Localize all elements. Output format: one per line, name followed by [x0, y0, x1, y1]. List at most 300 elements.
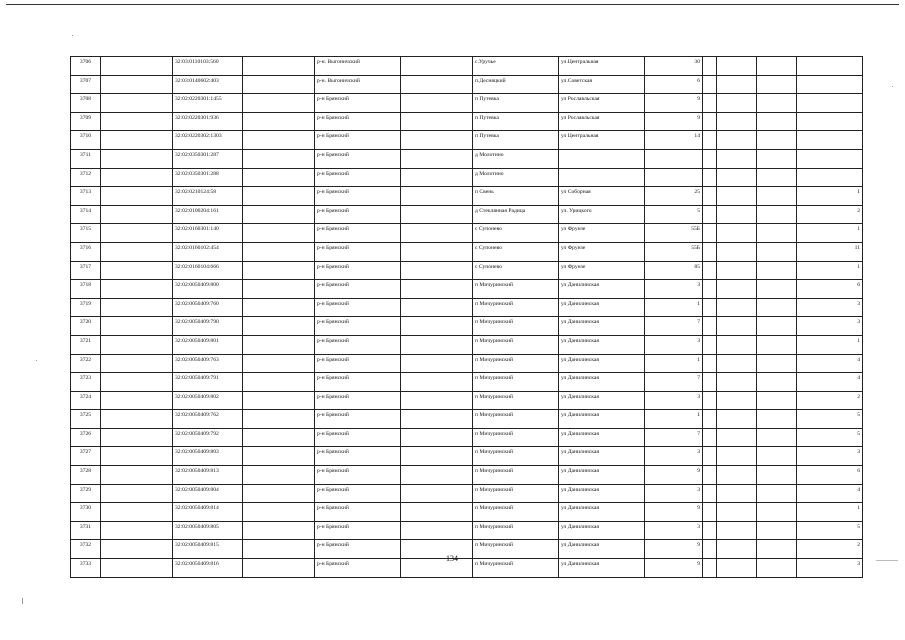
- empty-cell: [401, 75, 473, 94]
- street-cell: ул Данилинская: [559, 373, 645, 392]
- house-number-cell: 3: [645, 521, 703, 540]
- flat-number-cell: 2: [797, 205, 863, 224]
- district-cell: р-н Брянский: [315, 540, 401, 559]
- empty-cell: [717, 503, 757, 522]
- cadastral-number-cell: 32:02:0220302:1303: [173, 131, 243, 150]
- empty-cell: [101, 521, 173, 540]
- scan-speck: [22, 598, 23, 604]
- empty-cell: [101, 466, 173, 485]
- row-number-cell: 3729: [71, 484, 101, 503]
- empty-cell: [757, 447, 797, 466]
- empty-cell: [717, 131, 757, 150]
- house-number-cell: 85: [645, 261, 703, 280]
- locality-cell: п Мичуринский: [473, 280, 559, 299]
- street-cell: ул Данилинская: [559, 447, 645, 466]
- cadastral-number-cell: 32:02:0220301:936: [173, 112, 243, 131]
- cadastral-number-cell: 32:02:0050409:816: [173, 559, 243, 578]
- table-row: [71, 503, 863, 522]
- empty-cell: [101, 94, 173, 113]
- house-number-cell: 1: [645, 354, 703, 373]
- district-cell: р-н Брянский: [315, 149, 401, 168]
- empty-cell: [757, 410, 797, 429]
- row-number-cell: 3718: [71, 280, 101, 299]
- scan-speck: [876, 560, 898, 561]
- empty-cell: [401, 187, 473, 206]
- empty-cell: [401, 447, 473, 466]
- empty-cell: [703, 94, 717, 113]
- locality-cell: п Мичуринский: [473, 354, 559, 373]
- empty-cell: [717, 94, 757, 113]
- empty-cell: [757, 317, 797, 336]
- cadastral-number-cell: 32:02:0050409:803: [173, 447, 243, 466]
- empty-cell: [717, 280, 757, 299]
- cadastral-number-cell: 32:02:0160301:140: [173, 224, 243, 243]
- empty-cell: [703, 484, 717, 503]
- empty-cell: [101, 298, 173, 317]
- house-number-cell: 1: [645, 410, 703, 429]
- empty-cell: [703, 410, 717, 429]
- locality-cell: п Путевка: [473, 94, 559, 113]
- empty-cell: [757, 57, 797, 76]
- empty-cell: [101, 187, 173, 206]
- flat-number-cell: [797, 94, 863, 113]
- empty-cell: [243, 57, 315, 76]
- empty-cell: [101, 373, 173, 392]
- flat-number-cell: 1: [797, 224, 863, 243]
- empty-cell: [401, 168, 473, 187]
- empty-cell: [717, 410, 757, 429]
- row-number-cell: 3724: [71, 391, 101, 410]
- flat-number-cell: 4: [797, 484, 863, 503]
- locality-cell: п Мичуринский: [473, 521, 559, 540]
- locality-cell: п Мичуринский: [473, 391, 559, 410]
- street-cell: ул Рославльская: [559, 94, 645, 113]
- house-number-cell: 3: [645, 280, 703, 299]
- empty-cell: [243, 298, 315, 317]
- house-number-cell: 7: [645, 317, 703, 336]
- district-cell: р-н Брянский: [315, 261, 401, 280]
- empty-cell: [101, 484, 173, 503]
- empty-cell: [401, 521, 473, 540]
- row-number-cell: 3727: [71, 447, 101, 466]
- district-cell: р-н Брянский: [315, 391, 401, 410]
- empty-cell: [757, 261, 797, 280]
- empty-cell: [703, 187, 717, 206]
- empty-cell: [717, 521, 757, 540]
- flat-number-cell: 6: [797, 280, 863, 299]
- empty-cell: [243, 428, 315, 447]
- locality-cell: с Супонево: [473, 242, 559, 261]
- empty-cell: [717, 75, 757, 94]
- empty-cell: [101, 131, 173, 150]
- row-number-cell: 3709: [71, 112, 101, 131]
- table-row: [71, 317, 863, 336]
- locality-cell: п Мичуринский: [473, 317, 559, 336]
- street-cell: ул Данилинская: [559, 410, 645, 429]
- street-cell: ул Данилинская: [559, 354, 645, 373]
- empty-cell: [757, 149, 797, 168]
- district-cell: р-н Брянский: [315, 317, 401, 336]
- empty-cell: [243, 484, 315, 503]
- cadastral-number-cell: 32:02:0100204:161: [173, 205, 243, 224]
- row-number-cell: 3715: [71, 224, 101, 243]
- empty-cell: [703, 521, 717, 540]
- empty-cell: [101, 540, 173, 559]
- street-cell: ул Данилинская: [559, 280, 645, 299]
- street-cell: ул Данилинская: [559, 540, 645, 559]
- table-row: [71, 298, 863, 317]
- district-cell: р-н Брянский: [315, 298, 401, 317]
- empty-cell: [243, 559, 315, 578]
- flat-number-cell: 1: [797, 187, 863, 206]
- cadastral-number-cell: 32:03:0110103:560: [173, 57, 243, 76]
- empty-cell: [757, 75, 797, 94]
- flat-number-cell: 3: [797, 298, 863, 317]
- empty-cell: [101, 503, 173, 522]
- cadastral-number-cell: 32:02:0050409:802: [173, 391, 243, 410]
- cadastral-number-cell: 32:02:0350301:287: [173, 149, 243, 168]
- district-cell: р-н Брянский: [315, 205, 401, 224]
- empty-cell: [757, 540, 797, 559]
- table-row: [71, 521, 863, 540]
- street-cell: [559, 149, 645, 168]
- empty-cell: [703, 224, 717, 243]
- cadastral-number-cell: 32:02:0050409:762: [173, 410, 243, 429]
- empty-cell: [401, 466, 473, 485]
- street-cell: ул Фрунзе: [559, 261, 645, 280]
- cadastral-number-cell: 32:02:0050409:792: [173, 428, 243, 447]
- cadastral-number-cell: 32:02:0160102:454: [173, 242, 243, 261]
- street-cell: ул Данилинская: [559, 335, 645, 354]
- empty-cell: [243, 466, 315, 485]
- empty-cell: [243, 410, 315, 429]
- row-number-cell: 3730: [71, 503, 101, 522]
- scan-speck: [892, 86, 893, 87]
- house-number-cell: 3: [645, 335, 703, 354]
- house-number-cell: 6: [645, 75, 703, 94]
- table-row: [71, 187, 863, 206]
- table-row: [71, 261, 863, 280]
- row-number-cell: 3720: [71, 317, 101, 336]
- cadastral-number-cell: 32:02:0220301:1455: [173, 94, 243, 113]
- cadastral-number-cell: 32:02:0050409:791: [173, 373, 243, 392]
- empty-cell: [757, 112, 797, 131]
- empty-cell: [101, 149, 173, 168]
- empty-cell: [101, 559, 173, 578]
- locality-cell: п Мичуринский: [473, 466, 559, 485]
- district-cell: р-н Брянский: [315, 428, 401, 447]
- empty-cell: [717, 391, 757, 410]
- empty-cell: [757, 298, 797, 317]
- table-row: [71, 112, 863, 131]
- empty-cell: [401, 354, 473, 373]
- empty-cell: [717, 373, 757, 392]
- locality-cell: п Мичуринский: [473, 335, 559, 354]
- empty-cell: [717, 540, 757, 559]
- page-number: 134: [446, 554, 458, 563]
- district-cell: р-н Брянский: [315, 354, 401, 373]
- street-cell: ул Данилинская: [559, 484, 645, 503]
- district-cell: р-н Брянский: [315, 335, 401, 354]
- empty-cell: [757, 168, 797, 187]
- house-number-cell: 9: [645, 466, 703, 485]
- locality-cell: с.Уручье: [473, 57, 559, 76]
- table-row: [71, 94, 863, 113]
- empty-cell: [401, 503, 473, 522]
- empty-cell: [401, 205, 473, 224]
- empty-cell: [243, 94, 315, 113]
- street-cell: ул Рославльская: [559, 112, 645, 131]
- top-border-line: [6, 4, 899, 5]
- district-cell: р-н Брянский: [315, 94, 401, 113]
- row-number-cell: 3711: [71, 149, 101, 168]
- street-cell: ул Фрунзе: [559, 224, 645, 243]
- empty-cell: [757, 521, 797, 540]
- district-cell: р-н Брянский: [315, 187, 401, 206]
- table-row: [71, 57, 863, 76]
- empty-cell: [717, 149, 757, 168]
- house-number-cell: 55Б: [645, 224, 703, 243]
- house-number-cell: 9: [645, 559, 703, 578]
- row-number-cell: 3708: [71, 94, 101, 113]
- street-cell: ул Данилинская: [559, 521, 645, 540]
- empty-cell: [401, 428, 473, 447]
- empty-cell: [717, 298, 757, 317]
- empty-cell: [717, 187, 757, 206]
- flat-number-cell: [797, 131, 863, 150]
- flat-number-cell: [797, 168, 863, 187]
- empty-cell: [703, 335, 717, 354]
- locality-cell: п Свень: [473, 187, 559, 206]
- locality-cell: с Супонево: [473, 261, 559, 280]
- empty-cell: [757, 391, 797, 410]
- empty-cell: [243, 261, 315, 280]
- empty-cell: [243, 131, 315, 150]
- house-number-cell: 7: [645, 428, 703, 447]
- flat-number-cell: 3: [797, 559, 863, 578]
- empty-cell: [401, 540, 473, 559]
- row-number-cell: 3707: [71, 75, 101, 94]
- table-row: [71, 540, 863, 559]
- empty-cell: [757, 94, 797, 113]
- empty-cell: [401, 94, 473, 113]
- empty-cell: [717, 261, 757, 280]
- street-cell: [559, 168, 645, 187]
- empty-cell: [243, 187, 315, 206]
- property-registry-table: [70, 56, 863, 578]
- street-cell: ул Данилинская: [559, 428, 645, 447]
- table-row: [71, 354, 863, 373]
- empty-cell: [757, 559, 797, 578]
- flat-number-cell: 6: [797, 466, 863, 485]
- street-cell: ул Данилинская: [559, 298, 645, 317]
- empty-cell: [401, 410, 473, 429]
- empty-cell: [401, 112, 473, 131]
- flat-number-cell: 5: [797, 410, 863, 429]
- table-row: [71, 205, 863, 224]
- empty-cell: [717, 559, 757, 578]
- empty-cell: [243, 447, 315, 466]
- house-number-cell: [645, 149, 703, 168]
- house-number-cell: 1: [645, 298, 703, 317]
- empty-cell: [243, 280, 315, 299]
- empty-cell: [703, 75, 717, 94]
- empty-cell: [757, 280, 797, 299]
- row-number-cell: 3717: [71, 261, 101, 280]
- cadastral-number-cell: 32:02:0050409:805: [173, 521, 243, 540]
- empty-cell: [703, 503, 717, 522]
- flat-number-cell: 3: [797, 317, 863, 336]
- district-cell: р-н. Выгоничский: [315, 75, 401, 94]
- flat-number-cell: [797, 112, 863, 131]
- empty-cell: [243, 391, 315, 410]
- house-number-cell: 5: [645, 205, 703, 224]
- empty-cell: [703, 149, 717, 168]
- empty-cell: [101, 112, 173, 131]
- empty-cell: [703, 559, 717, 578]
- district-cell: р-н Брянский: [315, 168, 401, 187]
- cadastral-number-cell: 32:02:0160104:666: [173, 261, 243, 280]
- row-number-cell: 3731: [71, 521, 101, 540]
- row-number-cell: 3706: [71, 57, 101, 76]
- empty-cell: [101, 410, 173, 429]
- empty-cell: [703, 466, 717, 485]
- cadastral-number-cell: 32:02:0050409:800: [173, 280, 243, 299]
- street-cell: ул Данилинская: [559, 503, 645, 522]
- locality-cell: п Мичуринский: [473, 298, 559, 317]
- table-row: [71, 428, 863, 447]
- table-row: [71, 373, 863, 392]
- street-cell: ул Фрунзе: [559, 242, 645, 261]
- house-number-cell: 9: [645, 503, 703, 522]
- district-cell: р-н Брянский: [315, 447, 401, 466]
- house-number-cell: 55Б: [645, 242, 703, 261]
- empty-cell: [757, 131, 797, 150]
- district-cell: р-н Брянский: [315, 410, 401, 429]
- locality-cell: п Мичуринский: [473, 559, 559, 578]
- row-number-cell: 3726: [71, 428, 101, 447]
- empty-cell: [703, 540, 717, 559]
- locality-cell: п.Десняцкий: [473, 75, 559, 94]
- locality-cell: п Мичуринский: [473, 428, 559, 447]
- flat-number-cell: 3: [797, 447, 863, 466]
- row-number-cell: 3712: [71, 168, 101, 187]
- flat-number-cell: 5: [797, 521, 863, 540]
- empty-cell: [757, 242, 797, 261]
- row-number-cell: 3733: [71, 559, 101, 578]
- cadastral-number-cell: 32:02:0050409:790: [173, 317, 243, 336]
- empty-cell: [401, 484, 473, 503]
- row-number-cell: 3723: [71, 373, 101, 392]
- empty-cell: [243, 149, 315, 168]
- empty-cell: [401, 280, 473, 299]
- house-number-cell: [645, 168, 703, 187]
- table-row: [71, 75, 863, 94]
- empty-cell: [717, 224, 757, 243]
- empty-cell: [717, 484, 757, 503]
- table-row: [71, 224, 863, 243]
- empty-cell: [703, 373, 717, 392]
- empty-cell: [703, 428, 717, 447]
- empty-cell: [243, 521, 315, 540]
- empty-cell: [757, 187, 797, 206]
- table-row: [71, 149, 863, 168]
- empty-cell: [401, 373, 473, 392]
- flat-number-cell: 11: [797, 242, 863, 261]
- table-row: [71, 168, 863, 187]
- table-row: [71, 484, 863, 503]
- empty-cell: [101, 428, 173, 447]
- empty-cell: [243, 317, 315, 336]
- empty-cell: [717, 335, 757, 354]
- district-cell: р-н Брянский: [315, 242, 401, 261]
- street-cell: ул Данилинская: [559, 466, 645, 485]
- street-cell: ул.Советская: [559, 75, 645, 94]
- flat-number-cell: [797, 149, 863, 168]
- row-number-cell: 3722: [71, 354, 101, 373]
- street-cell: ул.Центральная: [559, 57, 645, 76]
- empty-cell: [757, 484, 797, 503]
- table-row: [71, 559, 863, 578]
- cadastral-number-cell: 32:02:0050409:801: [173, 335, 243, 354]
- street-cell: ул. Урицкого: [559, 205, 645, 224]
- flat-number-cell: 1: [797, 261, 863, 280]
- district-cell: р-н. Выгоничский: [315, 57, 401, 76]
- district-cell: р-н Брянский: [315, 484, 401, 503]
- district-cell: р-н Брянский: [315, 131, 401, 150]
- empty-cell: [703, 261, 717, 280]
- empty-cell: [757, 373, 797, 392]
- locality-cell: д Молотино: [473, 168, 559, 187]
- empty-cell: [243, 335, 315, 354]
- empty-cell: [401, 335, 473, 354]
- locality-cell: п Путевка: [473, 131, 559, 150]
- empty-cell: [757, 503, 797, 522]
- flat-number-cell: [797, 75, 863, 94]
- empty-cell: [703, 280, 717, 299]
- empty-cell: [717, 447, 757, 466]
- district-cell: р-н Брянский: [315, 373, 401, 392]
- empty-cell: [401, 242, 473, 261]
- empty-cell: [401, 298, 473, 317]
- empty-cell: [401, 559, 473, 578]
- locality-cell: п Мичуринский: [473, 410, 559, 429]
- flat-number-cell: 4: [797, 373, 863, 392]
- row-number-cell: 3725: [71, 410, 101, 429]
- empty-cell: [243, 205, 315, 224]
- cadastral-number-cell: 32:02:0050409:815: [173, 540, 243, 559]
- locality-cell: п Мичуринский: [473, 373, 559, 392]
- flat-number-cell: 4: [797, 354, 863, 373]
- empty-cell: [717, 466, 757, 485]
- empty-cell: [243, 540, 315, 559]
- empty-cell: [717, 112, 757, 131]
- street-cell: ул Данилинская: [559, 317, 645, 336]
- empty-cell: [717, 354, 757, 373]
- empty-cell: [101, 75, 173, 94]
- empty-cell: [703, 354, 717, 373]
- empty-cell: [101, 317, 173, 336]
- house-number-cell: 9: [645, 540, 703, 559]
- table-row: [71, 410, 863, 429]
- district-cell: р-н Брянский: [315, 559, 401, 578]
- house-number-cell: 7: [645, 373, 703, 392]
- empty-cell: [717, 428, 757, 447]
- empty-cell: [243, 168, 315, 187]
- empty-cell: [101, 391, 173, 410]
- scan-speck: [72, 35, 73, 36]
- cadastral-number-cell: 32:02:0050409:804: [173, 484, 243, 503]
